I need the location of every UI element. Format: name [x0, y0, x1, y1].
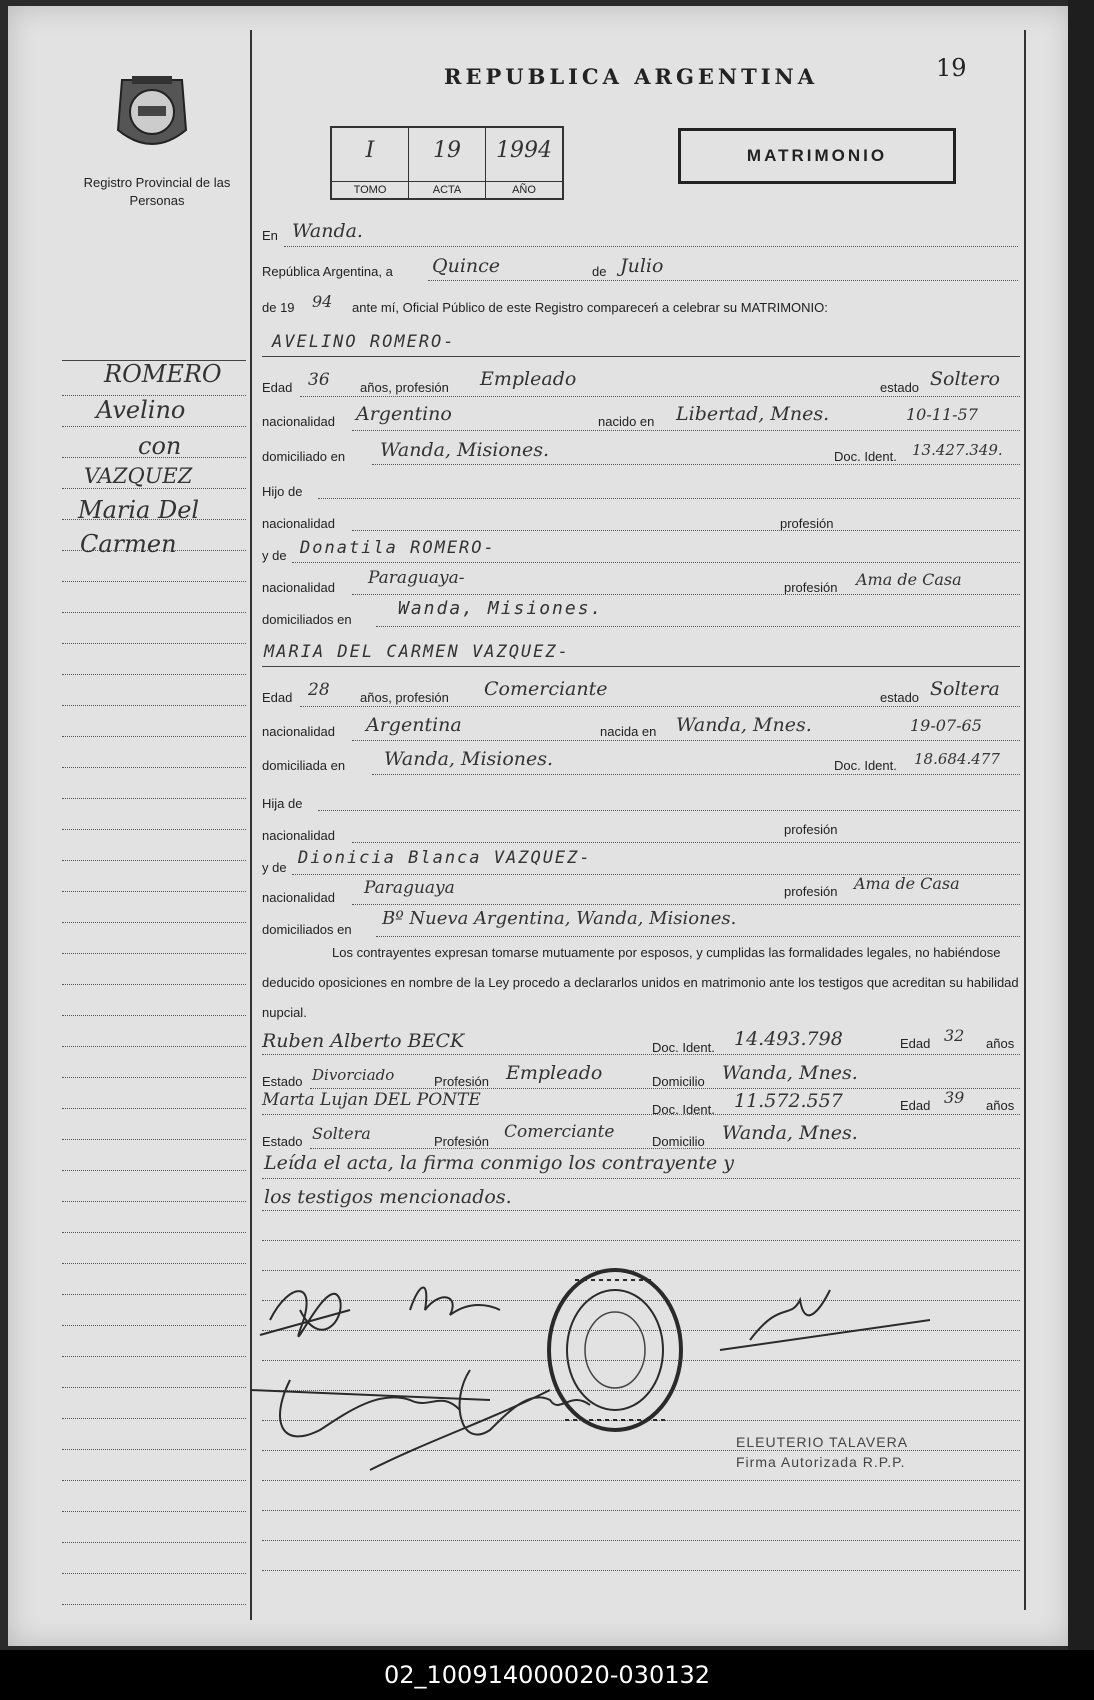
official-name: ELEUTERIO TALAVERA: [736, 1434, 909, 1450]
margin-rule: [62, 612, 246, 613]
nacionalidad-label: nacionalidad: [262, 724, 336, 739]
margin-rule: [62, 922, 246, 923]
margin-rule: [62, 1046, 246, 1047]
margin-rule: [62, 1449, 246, 1450]
line: [318, 498, 1020, 499]
margin-rule: [62, 829, 246, 830]
line: [352, 430, 1020, 431]
profesion-label: Profesión: [434, 1074, 489, 1089]
groom-parents-domicile: Wanda, Misiones.: [398, 598, 604, 619]
anos-label: años: [986, 1036, 1015, 1051]
tomo-label: TOMO: [332, 181, 408, 196]
witness-2-name: Marta Lujan DEL PONTE: [262, 1090, 481, 1110]
nacionalidad-label: nacionalidad: [262, 516, 336, 531]
line: [352, 842, 1020, 843]
nacida-en-label: nacida en: [600, 724, 657, 739]
acta-label: ACTA: [409, 181, 485, 196]
margin-rule: [62, 643, 246, 644]
nacionalidad-label: nacionalidad: [262, 828, 336, 843]
line: [376, 626, 1020, 627]
ceremony-month: Julio: [620, 255, 664, 277]
groom-profession: Empleado: [480, 368, 577, 390]
line: [310, 1148, 1020, 1149]
domicilio-label: Domicilio: [652, 1074, 705, 1089]
margin-rule: [62, 1201, 246, 1202]
line: [352, 740, 1020, 741]
edad-label: Edad: [900, 1036, 931, 1051]
doc-ident-label: Doc. Ident.: [834, 449, 897, 464]
margin-surname: ROMERO: [104, 360, 222, 388]
declaration-text: Los contrayentes expresan tomarse mutuamente por esposos, y cumplidas las formalidades legales, no habiéndose deducido oposiciones en nombre de la Ley procedo a declararlos unidos en matrimonio ante los testigos que acreditan su habilidad nupcial.: [262, 945, 1019, 1020]
witness-2-profession: Comerciante: [504, 1122, 615, 1142]
ante-label: ante mí, Oficial Público de este Registro compareceń a celebrar su MATRIMONIO:: [352, 300, 828, 315]
line: [262, 1210, 1020, 1211]
groom-mother-profession: Ama de Casa: [856, 570, 962, 589]
republica-label: República Argentina, a: [262, 264, 393, 279]
groom-birthdate: 10-11-57: [906, 405, 978, 424]
margin-divider: [62, 360, 246, 361]
bride-doc: 18.684.477: [914, 750, 1000, 768]
witness-1-doc: 14.493.798: [734, 1028, 843, 1050]
domiciliado-en-label: domiciliado en: [262, 449, 346, 464]
line: [376, 936, 1020, 937]
nacionalidad-label: nacionalidad: [262, 890, 336, 905]
nacionalidad-label: nacionalidad: [262, 580, 336, 595]
bride-profession: Comerciante: [484, 678, 608, 700]
y-de-label: y de: [262, 860, 287, 875]
line: [352, 594, 1020, 595]
margin-rule: [62, 1418, 246, 1419]
margin-rule: [62, 1480, 246, 1481]
official-title: Firma Autorizada R.P.P.: [736, 1454, 906, 1470]
witness-2-status: Soltera: [312, 1124, 371, 1143]
ano-value: 1994: [496, 138, 552, 163]
edad-label: Edad: [900, 1098, 931, 1113]
margin-rule: [62, 1542, 246, 1543]
line: [352, 904, 1020, 905]
line: [262, 1114, 1020, 1115]
margin-rule: [62, 1232, 246, 1233]
tomo-cell: [332, 128, 409, 198]
estado-label: Estado: [262, 1134, 303, 1149]
margin-rule: [62, 1108, 246, 1109]
margin-rule: [62, 550, 246, 551]
de-label: de: [592, 264, 607, 279]
margin-rule: [62, 891, 246, 892]
ceremony-year: 94: [312, 292, 333, 311]
year-prefix: de 19: [262, 300, 295, 315]
margin-rule: [62, 1015, 246, 1016]
groom-doc: 13.427.349.: [912, 441, 1003, 459]
margin-rule: [62, 426, 246, 427]
doc-ident-label: Doc. Ident.: [652, 1102, 715, 1117]
margin-rule: [62, 1263, 246, 1264]
profesion-label: profesión: [784, 822, 838, 837]
margin-con: con: [138, 432, 182, 460]
line: [262, 1054, 1020, 1055]
margin-given-name-3: Carmen: [80, 530, 177, 558]
y-de-label: y de: [262, 548, 287, 563]
groom-name: AVELINO ROMERO-: [272, 332, 456, 352]
line: [372, 774, 1020, 775]
groom-status: Soltero: [930, 368, 1000, 390]
margin-rule: [62, 1604, 246, 1605]
margin-rule: [62, 984, 246, 985]
scan-code-footer: 02_100914000020-030132: [0, 1650, 1094, 1700]
bride-nationality: Argentina: [366, 714, 462, 736]
anos-label: años: [986, 1098, 1015, 1113]
margin-rule: [62, 736, 246, 737]
line: [284, 246, 1018, 247]
line: [352, 530, 1020, 531]
line: [292, 562, 1020, 563]
bride-parents-domicile: Bº Nueva Argentina, Wanda, Misiones.: [382, 908, 737, 929]
witness-2-doc: 11.572.557: [734, 1090, 843, 1112]
bride-birthdate: 19-07-65: [910, 716, 982, 735]
witness-2-domicile: Wanda, Mnes.: [722, 1122, 858, 1144]
profesion-label: profesión: [780, 516, 834, 531]
bride-name: MARIA DEL CARMEN VAZQUEZ-: [264, 642, 570, 662]
domiciliados-en-label: domiciliados en: [262, 922, 352, 937]
ceremony-day: Quince: [432, 255, 501, 277]
margin-surname-2: VAZQUEZ: [84, 464, 193, 488]
margin-rule: [62, 767, 246, 768]
margin-rule: [62, 581, 246, 582]
margin-rule: [62, 1511, 246, 1512]
hijo-de-label: Hijo de: [262, 484, 303, 499]
profesion-label: profesión: [784, 884, 838, 899]
estado-label: estado: [880, 690, 920, 705]
bride-birthplace: Wanda, Mnes.: [676, 714, 812, 736]
hija-de-label: Hija de: [262, 796, 303, 811]
margin-rule: [62, 457, 246, 458]
margin-given-name: Avelino: [96, 396, 186, 424]
registry-seal-icon: [112, 70, 192, 160]
line: [310, 1088, 1020, 1089]
line: [262, 1178, 1020, 1179]
groom-domicile: Wanda, Misiones.: [380, 439, 550, 461]
bride-mother: Dionicia Blanca VAZQUEZ-: [298, 848, 592, 868]
witness-2-age: 39: [944, 1088, 965, 1107]
blank-rule: [262, 1510, 1020, 1511]
margin-rule: [62, 1170, 246, 1171]
line: [300, 706, 1020, 707]
registry-name: Registro Provincial de las Personas: [83, 175, 231, 208]
page-number: 19: [936, 54, 967, 82]
groom-mother-nationality: Paraguaya-: [368, 568, 465, 588]
doc-ident-label: Doc. Ident.: [652, 1040, 715, 1055]
margin-rule: [62, 860, 246, 861]
book-binding-edge: [1068, 0, 1094, 1650]
groom-nationality: Argentino: [356, 403, 452, 425]
line: [372, 464, 1020, 465]
margin-rule: [62, 1294, 246, 1295]
domiciliados-en-label: domiciliados en: [262, 612, 352, 627]
groom-birthplace: Libertad, Mnes.: [676, 403, 830, 425]
margin-rule: [62, 1573, 246, 1574]
blank-rule: [262, 1480, 1020, 1481]
tomo-value: I: [365, 138, 375, 163]
nacido-en-label: nacido en: [598, 414, 655, 429]
blank-rule: [262, 1570, 1020, 1571]
acta-cell: [409, 128, 486, 198]
line: [428, 280, 1018, 281]
ceremony-place: Wanda.: [292, 220, 363, 242]
margin-rule: [62, 1139, 246, 1140]
domiciliada-en-label: domiciliada en: [262, 758, 346, 773]
bride-domicile: Wanda, Misiones.: [384, 748, 554, 770]
line: [262, 666, 1020, 667]
margin-given-name-2: Maria Del: [78, 496, 200, 524]
estado-label: Estado: [262, 1074, 303, 1089]
estado-label: estado: [880, 380, 920, 395]
edad-label: Edad: [262, 690, 293, 705]
act-type-box: MATRIMONIO: [678, 128, 956, 184]
witness-1-domicile: Wanda, Mnes.: [722, 1062, 858, 1084]
closing-line-2: los testigos mencionados.: [264, 1186, 512, 1208]
witness-1-status: Divorciado: [312, 1066, 395, 1084]
witness-1-name: Ruben Alberto BECK: [262, 1030, 465, 1052]
bride-status: Soltera: [930, 678, 1000, 700]
official-stamp-icon: [549, 1270, 681, 1430]
margin-rule: [62, 674, 246, 675]
en-label: En: [262, 228, 278, 243]
groom-mother: Donatila ROMERO-: [300, 538, 496, 558]
closing-line-1: Leída el acta, la firma conmigo los contrayente y: [264, 1152, 735, 1174]
margin-rule: [62, 1387, 246, 1388]
ano-cell: [486, 128, 562, 198]
line: [262, 356, 1020, 357]
record-number-box: [330, 126, 564, 200]
margin-rule: [62, 798, 246, 799]
acta-value: 19: [433, 138, 461, 163]
right-margin-rule: [1024, 30, 1026, 1610]
edad-label: Edad: [262, 380, 293, 395]
nacionalidad-label: nacionalidad: [262, 414, 336, 429]
country-title: REPUBLICA ARGENTINA: [444, 64, 819, 89]
groom-age: 36: [308, 370, 330, 390]
domicilio-label: Domicilio: [652, 1134, 705, 1149]
profesion-label: profesión: [784, 580, 838, 595]
ano-label: AÑO: [486, 181, 562, 196]
margin-rule: [62, 1325, 246, 1326]
witness-1-profession: Empleado: [506, 1062, 603, 1084]
line: [318, 810, 1020, 811]
doc-ident-label: Doc. Ident.: [834, 758, 897, 773]
bride-mother-nationality: Paraguaya: [364, 878, 455, 898]
margin-rule: [62, 705, 246, 706]
margin-rule: [62, 488, 246, 489]
bride-age: 28: [308, 680, 330, 700]
margin-rule: [62, 1356, 246, 1357]
anos-profesion-label: años, profesión: [360, 380, 449, 395]
bride-mother-profession: Ama de Casa: [854, 874, 960, 893]
margin-rule: [62, 395, 246, 396]
margin-rule: [62, 1077, 246, 1078]
profesion-label: Profesión: [434, 1134, 489, 1149]
line: [300, 396, 1020, 397]
witness-1-age: 32: [944, 1026, 965, 1045]
anos-profesion-label: años, profesión: [360, 690, 449, 705]
blank-rule: [262, 1540, 1020, 1541]
margin-rule: [62, 519, 246, 520]
margin-rule: [62, 953, 246, 954]
